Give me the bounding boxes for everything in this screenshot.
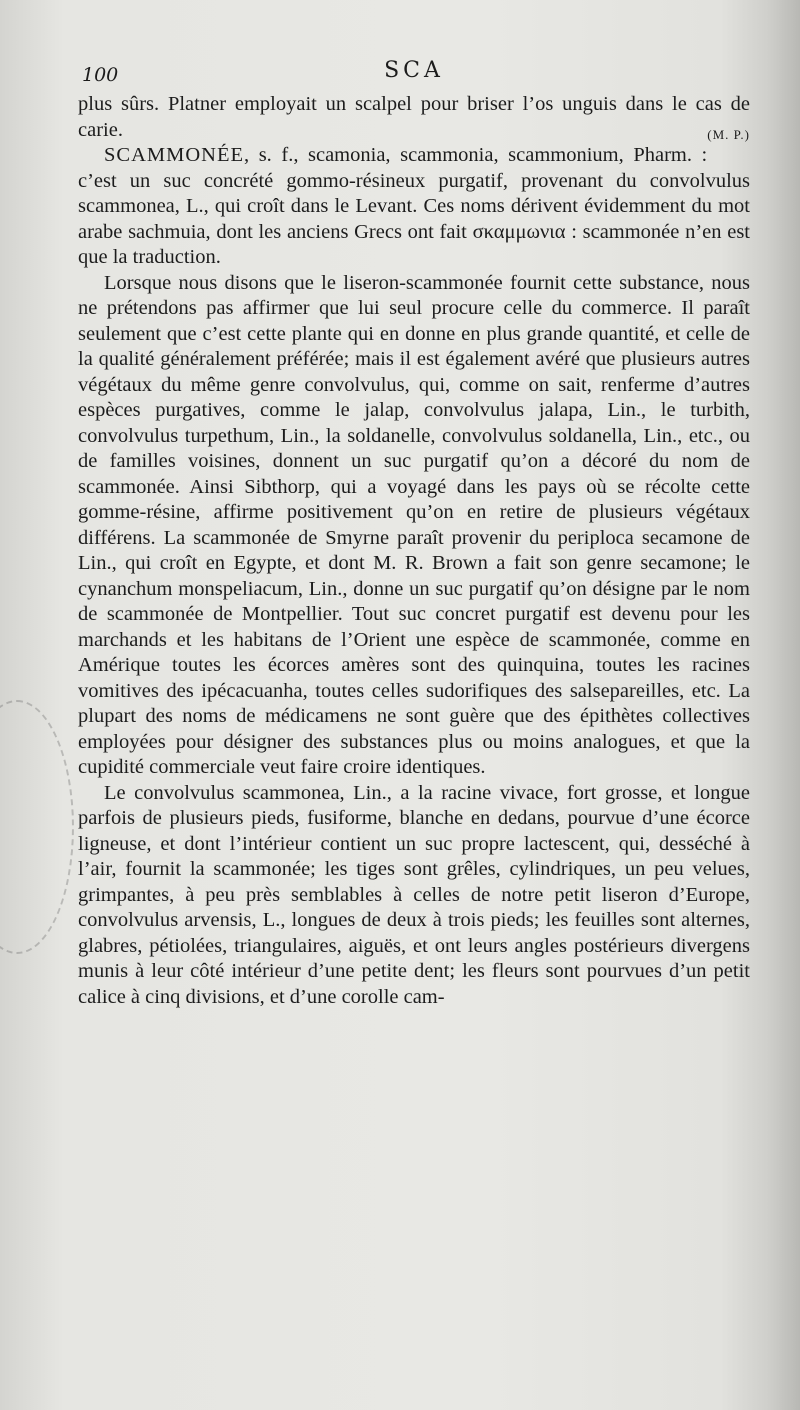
page-header: [78, 58, 750, 88]
paragraph-text: Le convolvulus scammonea, Lin., a la racine vivace, fort grosse, et longue parfois de plusieurs pieds, fusiforme, blanche en dedans, pourvue d’une écorce ligneuse, et dont l’intérieur contient un suc propre lactescent, qui, desséché à l’air, fournit la scammonée; les tiges sont grêles, cylindriques, un peu velues, grimpantes, à peu près semblables à celles de notre petit liseron d’Europe, convolvulus arvensis, L., longues de deux à trois pieds; les feuilles sont alternes, glabres, pétiolées, triangulaires, aiguës, et ont leurs angles postérieurs divergens munis à leur côté intérieur d’une petite dent; les fleurs sont pourvues d’un petit calice à cinq divisions, et d’une corolle cam-: [78, 781, 750, 1008]
running-head: SCA: [384, 58, 444, 83]
entry-paragraph: [78, 143, 750, 271]
entry-headword: SCAMMONÉE: [104, 144, 244, 166]
paragraph: [78, 781, 750, 1011]
paragraph-text: Lorsque nous disons que le liseron-scammonée fournit cette substance, nous ne prétendons pas affirmer que lui seul procure celle du commerce. Il paraît seulement que c’est cette plante qui en donne en plus grande quantité, et celle de la qualité généralement préférée; mais il est également avéré que plusieurs autres végétaux du même genre convolvulus, qui, comme on sait, renferme d’autres espèces purgatives, comme le jalap, convolvulus jalapa, Lin., le turbith, convolvulus turpethum, Lin., la soldanelle, convolvulus soldanella, Lin., etc., ou de familles voisines, donnent un suc purgatif qu’on a décoré du nom de scammonée. Ainsi Sibthorp, qui a voyagé dans les pays où se récolte cette gomme-résine, affirme positivement qu’on en retire de plusieurs végétaux différens. La scammonée de Smyrne paraît provenir du periploca secamone de Lin., qui croît en Egypte, et dont M. R. Brown a fait son genre secamone; le cynanchum monspeliacum, Lin., donne un suc purgatif qu’on désigne par le nom de scammonée de Montpellier. Tout suc concret purgatif est devenu pour les marchands et les habitans de l’Orient une espèce de scammonée, comme en Amérique toutes les écorces amères sont des quinquina, toutes les racines vomitives des ipécacuanha, toutes celles sudorifiques des salsepareilles, etc. La plupart des noms de médicamens ne sont guère que des épithètes collectives employées pour désigner des substances plus ou moins analogues, et que la cupidité commerciale veut faire croire identiques.: [78, 271, 750, 778]
paragraph-continuation: [78, 92, 750, 143]
article-body: [78, 92, 750, 1010]
author-signature: (M. P.): [707, 126, 750, 142]
page-number: 100: [82, 64, 119, 86]
library-stamp-icon: [0, 700, 74, 954]
paragraph-text: , s. f., scamonia, scammonia, scammonium, Pharm. : c’est un suc concrété gommo-résineux purgatif, provenant du convolvulus scammonea, L., qui croît dans le Levant. Ces noms dérivent évidemment du mot arabe sachmuia, dont les anciens Grecs ont fait σκαμμωνια : scammonée n’en est que la traduction.: [78, 144, 750, 268]
paragraph: [78, 271, 750, 781]
paragraph-text: plus sûrs. Platner employait un scalpel pour briser l’os unguis dans le cas de carie.: [78, 93, 750, 141]
